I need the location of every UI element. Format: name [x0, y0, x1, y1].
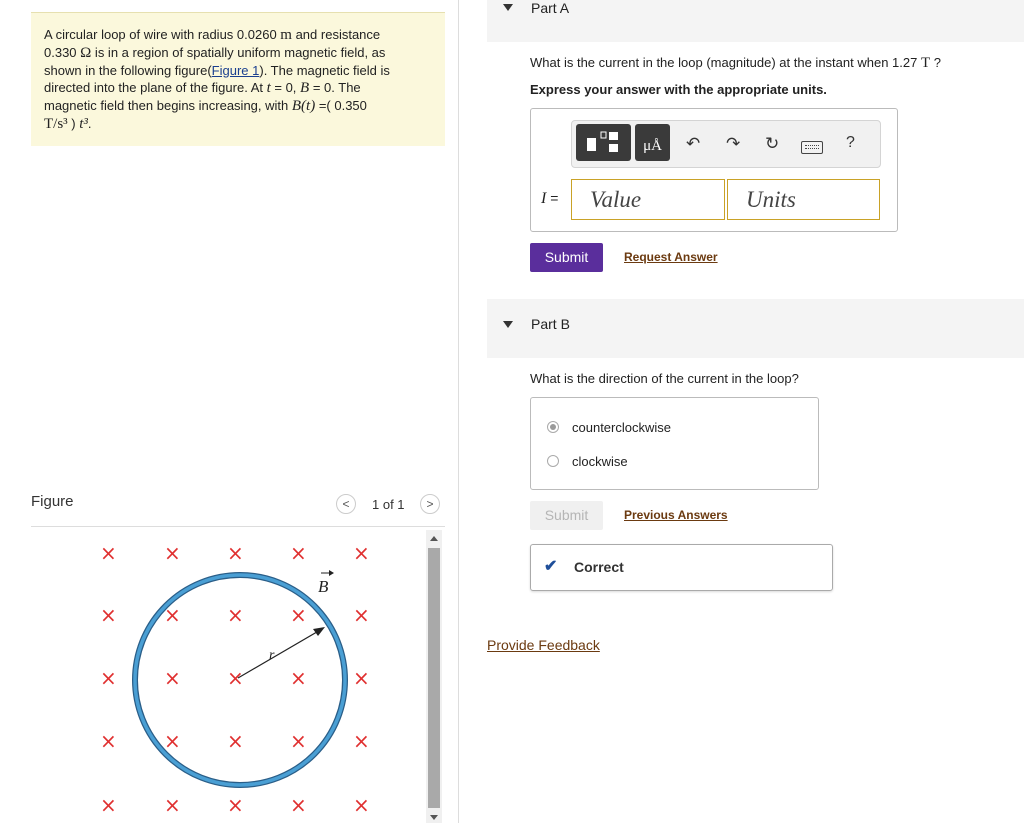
field-cross-10: × — [100, 666, 117, 690]
field-cross-18: × — [290, 729, 307, 753]
field-cross-17: × — [227, 729, 244, 753]
radio-counterclockwise[interactable] — [547, 421, 559, 433]
part-a-instruction: Express your answer with the appropriate units. — [530, 82, 827, 97]
figure-link[interactable]: Figure 1 — [211, 63, 260, 78]
radius-arrowhead — [313, 627, 325, 636]
field-cross-9: × — [353, 603, 370, 627]
part-b-header[interactable] — [487, 299, 1024, 358]
field-cross-23: × — [290, 793, 307, 817]
part-b-question: What is the direction of the current in the loop? — [530, 371, 799, 386]
correct-feedback-box — [530, 544, 833, 591]
part-a-question: What is the current in the loop (magnitude) at the instant when 1.27 T ? — [530, 55, 941, 71]
field-cross-5: × — [100, 603, 117, 627]
field-cross-4: × — [353, 541, 370, 565]
part-b-title: Part B — [531, 316, 570, 332]
field-cross-8: × — [290, 603, 307, 627]
field-cross-11: × — [164, 666, 181, 690]
chevron-right-icon: > — [426, 497, 434, 511]
field-cross-7: × — [227, 603, 244, 627]
field-cross-13: × — [290, 666, 307, 690]
field-cross-0: × — [100, 541, 117, 565]
request-answer-link[interactable]: Request Answer — [624, 250, 718, 264]
field-cross-22: × — [227, 793, 244, 817]
templates-button[interactable] — [576, 124, 631, 161]
field-cross-1: × — [164, 541, 181, 565]
current-variable-label: I = — [541, 190, 559, 207]
units-input[interactable]: Units — [727, 179, 880, 220]
problem-statement: A circular loop of wire with radius 0.0260 m and resistance 0.330 Ω is in a region of spatially uniform magnetic field, as shown in the following figure(Figure 1). The magnetic field is directed into the plane of the figure. At t = 0, B = 0. The magnetic field then begins increasing, with B(t) =( 0.350 T/s³ ) t³. — [31, 12, 445, 146]
templates-icon — [576, 124, 631, 161]
next-figure-button[interactable] — [420, 494, 440, 514]
figure-pager-count: 1 of 1 — [372, 497, 405, 512]
panel-divider — [458, 0, 459, 823]
value-input[interactable]: Value — [571, 179, 725, 220]
provide-feedback-link[interactable]: Provide Feedback — [487, 637, 600, 653]
checkmark-icon: ✔ — [544, 558, 558, 575]
field-cross-21: × — [164, 793, 181, 817]
field-cross-20: × — [100, 793, 117, 817]
field-cross-2: × — [227, 541, 244, 565]
reset-icon[interactable]: ↻ — [765, 134, 780, 153]
field-cross-14: × — [353, 666, 370, 690]
radius-line — [238, 629, 322, 678]
keyboard-icon[interactable] — [801, 141, 823, 154]
field-crosses — [100, 541, 370, 817]
field-label: B — [318, 577, 329, 596]
figure-divider — [31, 526, 445, 527]
part-b-submit-button[interactable]: Submit — [530, 501, 603, 530]
field-cross-6: × — [164, 603, 181, 627]
figure-label: Figure — [31, 493, 74, 510]
collapse-triangle-icon — [503, 4, 513, 11]
field-cross-24: × — [353, 793, 370, 817]
part-a-submit-button[interactable]: Submit — [530, 243, 603, 272]
field-cross-12: × — [227, 666, 244, 690]
collapse-triangle-icon — [503, 321, 513, 328]
radius-label: r — [269, 648, 275, 663]
part-a-header[interactable] — [487, 0, 1024, 42]
radio-clockwise[interactable] — [547, 455, 559, 467]
correct-label: Correct — [574, 559, 624, 575]
choice-label-counterclockwise[interactable]: counterclockwise — [572, 420, 671, 435]
undo-icon[interactable]: ↶ — [686, 134, 701, 153]
previous-answers-link[interactable]: Previous Answers — [624, 508, 728, 522]
choice-label-clockwise[interactable]: clockwise — [572, 454, 628, 469]
part-a-title: Part A — [531, 0, 570, 16]
redo-icon[interactable]: ↷ — [726, 134, 741, 153]
field-cross-3: × — [290, 541, 307, 565]
scroll-up-icon[interactable] — [430, 536, 438, 541]
field-cross-19: × — [353, 729, 370, 753]
help-icon[interactable]: ? — [846, 134, 855, 151]
figure-canvas — [31, 530, 425, 823]
units-symbol-button[interactable] — [635, 124, 670, 161]
field-vector-arrowhead — [329, 570, 334, 576]
micro-angstrom-icon: μÅ — [643, 138, 662, 154]
scroll-thumb[interactable] — [428, 548, 440, 808]
field-cross-16: × — [164, 729, 181, 753]
choice-box — [530, 397, 819, 490]
chevron-left-icon: < — [342, 497, 350, 511]
scroll-down-icon[interactable] — [430, 815, 438, 820]
prev-figure-button[interactable] — [336, 494, 356, 514]
field-cross-15: × — [100, 729, 117, 753]
